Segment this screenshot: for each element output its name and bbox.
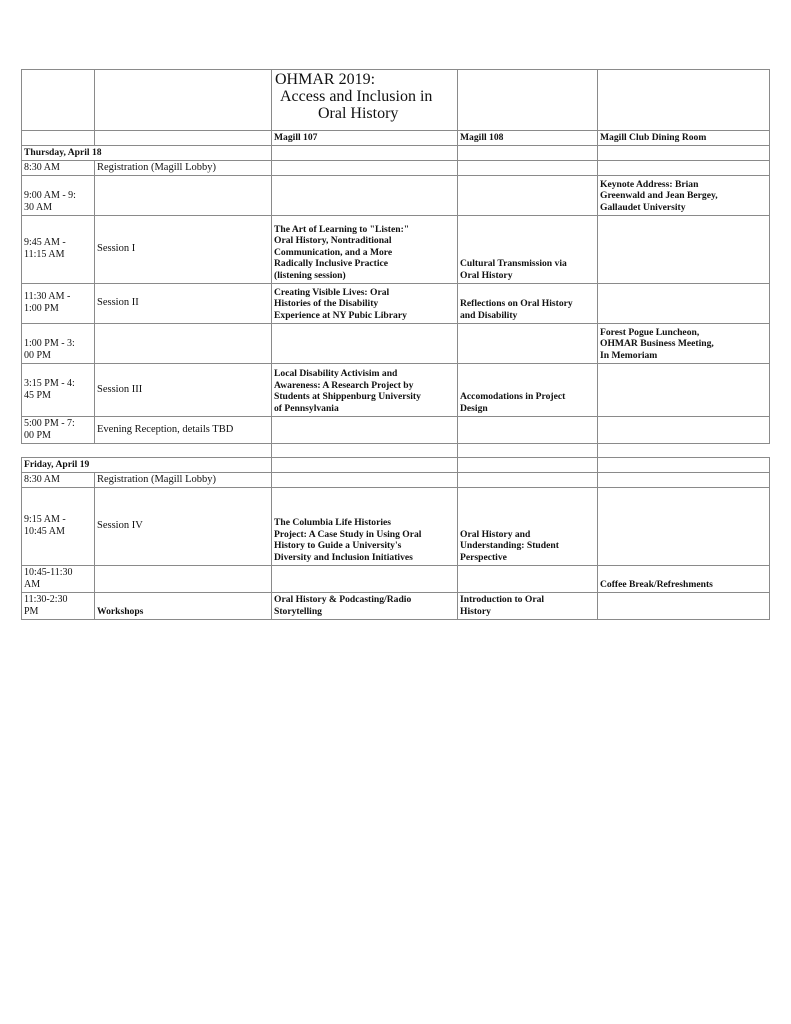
- magill-club-cell: [598, 592, 770, 619]
- magill-107-cell: [272, 323, 458, 363]
- magill-club-cell: [598, 363, 770, 416]
- event-cell: [95, 323, 272, 363]
- blank-cell: [272, 443, 458, 457]
- title-line-3: Oral History: [318, 105, 399, 122]
- schedule-row: [22, 283, 770, 323]
- time-cell: 9:45 AM - 11:15 AM: [22, 215, 95, 283]
- magill-club-cell: Coffee Break/Refreshments: [598, 565, 770, 592]
- blank-cell: [458, 457, 598, 472]
- blank-cell: [22, 131, 95, 146]
- room-header-row: [22, 131, 770, 146]
- blank-cell: [22, 443, 272, 457]
- time-cell: 11:30-2:30 PM: [22, 592, 95, 619]
- title-line-2: Access and Inclusion in: [280, 88, 433, 105]
- day-row-friday: [22, 457, 770, 472]
- event-cell: Registration (Magill Lobby): [95, 160, 272, 175]
- magill-108-cell: Cultural Transmission via Oral History: [458, 215, 598, 283]
- blank-cell: [598, 70, 770, 131]
- title-row: [22, 70, 770, 131]
- magill-108-cell: [458, 565, 598, 592]
- magill-107-cell: Oral History & Podcasting/Radio Storytelling: [272, 592, 458, 619]
- magill-107-cell: [272, 160, 458, 175]
- blank-cell: [598, 145, 770, 160]
- time-cell: 8:30 AM: [22, 160, 95, 175]
- day-row-thursday: [22, 145, 770, 160]
- time-cell: 5:00 PM - 7: 00 PM: [22, 416, 95, 443]
- blank-cell: [458, 145, 598, 160]
- magill-107-cell: [272, 565, 458, 592]
- magill-107-cell: Local Disability Activisim and Awareness: A Research Project by Students at Shippenburg University of Pennsylvania: [272, 363, 458, 416]
- magill-107-cell: The Columbia Life Histories Project: A Case Study in Using Oral History to Guide a University's Diversity and Inclusion Initiatives: [272, 487, 458, 565]
- time-cell: 9:00 AM - 9: 30 AM: [22, 175, 95, 215]
- blank-cell: [598, 457, 770, 472]
- spacer-row: [22, 443, 770, 457]
- magill-108-cell: Accomodations in Project Design: [458, 363, 598, 416]
- event-cell: Session I: [95, 215, 272, 283]
- event-cell: [95, 175, 272, 215]
- event-cell: Session II: [95, 283, 272, 323]
- magill-108-cell: [458, 160, 598, 175]
- time-cell: 3:15 PM - 4: 45 PM: [22, 363, 95, 416]
- document-title: [272, 70, 458, 131]
- schedule-row: [22, 487, 770, 565]
- schedule-table: [21, 69, 770, 620]
- time-cell: 1:00 PM - 3: 00 PM: [22, 323, 95, 363]
- event-cell: Session III: [95, 363, 272, 416]
- magill-club-cell: [598, 487, 770, 565]
- magill-107-cell: [272, 416, 458, 443]
- schedule-row: [22, 160, 770, 175]
- blank-cell: [95, 131, 272, 146]
- schedule-row: [22, 175, 770, 215]
- time-cell: 9:15 AM - 10:45 AM: [22, 487, 95, 565]
- schedule-row: [22, 363, 770, 416]
- magill-108-cell: Reflections on Oral History and Disability: [458, 283, 598, 323]
- event-cell: Workshops: [95, 592, 272, 619]
- schedule-row: [22, 472, 770, 487]
- magill-107-cell: [272, 175, 458, 215]
- blank-cell: [95, 70, 272, 131]
- magill-108-cell: [458, 323, 598, 363]
- magill-club-cell: [598, 160, 770, 175]
- magill-107-cell: Creating Visible Lives: Oral Histories of the Disability Experience at NY Pubic Library: [272, 283, 458, 323]
- time-cell: 8:30 AM: [22, 472, 95, 487]
- time-cell: 10:45-11:30 AM: [22, 565, 95, 592]
- event-cell: Registration (Magill Lobby): [95, 472, 272, 487]
- blank-cell: [458, 443, 598, 457]
- schedule-row: [22, 592, 770, 619]
- day-label-thursday: Thursday, April 18: [22, 145, 272, 160]
- blank-cell: [458, 70, 598, 131]
- magill-club-cell: Forest Pogue Luncheon, OHMAR Business Meeting, In Memoriam: [598, 323, 770, 363]
- day-label-friday: Friday, April 19: [22, 457, 272, 472]
- event-cell: Session IV: [95, 487, 272, 565]
- magill-107-cell: The Art of Learning to "Listen:" Oral History, Nontraditional Communication, and a More Radically Inclusive Practice (listening session): [272, 215, 458, 283]
- magill-club-cell: [598, 416, 770, 443]
- event-cell: [95, 565, 272, 592]
- magill-108-cell: [458, 416, 598, 443]
- magill-club-cell: Keynote Address: Brian Greenwald and Jean Bergey, Gallaudet University: [598, 175, 770, 215]
- magill-108-cell: [458, 175, 598, 215]
- blank-cell: [272, 457, 458, 472]
- magill-108-cell: Introduction to Oral History: [458, 592, 598, 619]
- magill-108-cell: Oral History and Understanding: Student Perspective: [458, 487, 598, 565]
- schedule-row: [22, 215, 770, 283]
- blank-cell: [272, 145, 458, 160]
- title-line-1: OHMAR 2019:: [275, 71, 376, 88]
- magill-108-cell: [458, 472, 598, 487]
- magill-107-cell: [272, 472, 458, 487]
- magill-club-cell: [598, 215, 770, 283]
- schedule-row: [22, 323, 770, 363]
- room-header-magill-club: Magill Club Dining Room: [598, 131, 770, 146]
- schedule-row: [22, 416, 770, 443]
- magill-club-cell: [598, 472, 770, 487]
- room-header-magill-107: Magill 107: [272, 131, 458, 146]
- room-header-magill-108: Magill 108: [458, 131, 598, 146]
- blank-cell: [598, 443, 770, 457]
- time-cell: 11:30 AM - 1:00 PM: [22, 283, 95, 323]
- event-cell: Evening Reception, details TBD: [95, 416, 272, 443]
- magill-club-cell: [598, 283, 770, 323]
- schedule-row: [22, 565, 770, 592]
- blank-cell: [22, 70, 95, 131]
